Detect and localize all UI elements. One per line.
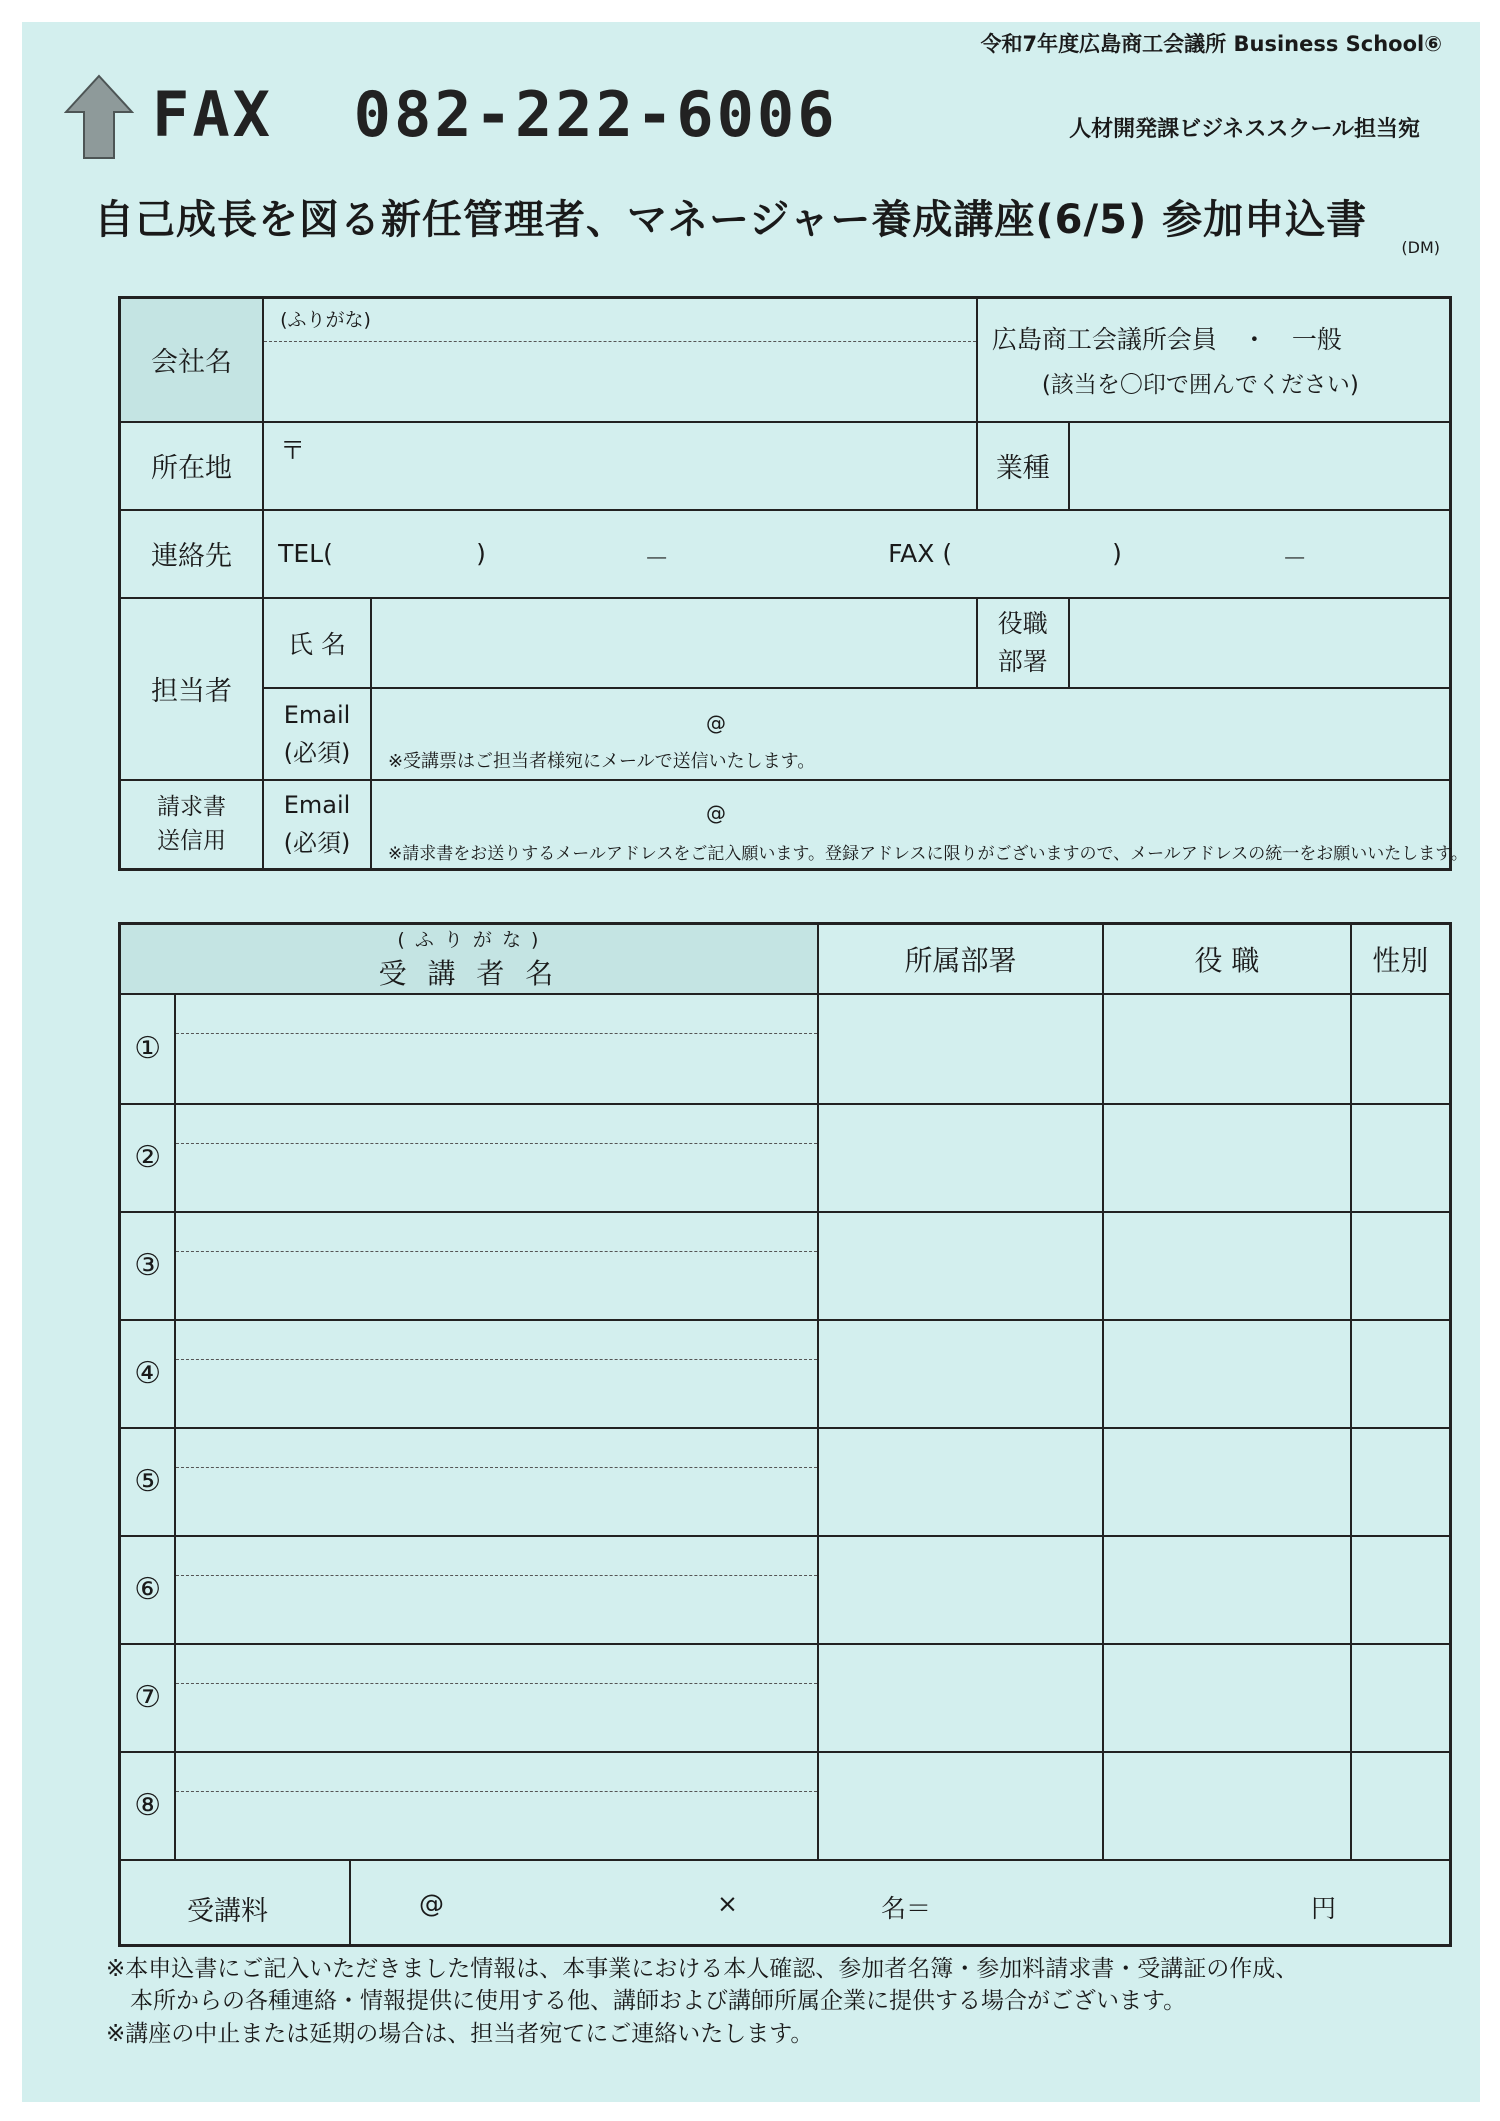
attendee-position-field[interactable] [1103, 1320, 1350, 1428]
attendee-furigana: ( ふ り が な ) [397, 929, 541, 952]
position-label-cell [977, 598, 1069, 688]
required-label: (必須) [283, 738, 351, 767]
person-email-note: ※受講票はご担当者様宛にメールで送信いたします。 [387, 750, 816, 772]
fee-people[interactable]: 名＝ [881, 1893, 932, 1923]
billing-label-2: 送信用 [157, 828, 227, 855]
furigana-divider [176, 1251, 816, 1252]
attendee-dept-field[interactable] [818, 1428, 1103, 1536]
attendee-gender-field[interactable] [1351, 1644, 1451, 1752]
company-name-field[interactable] [263, 298, 977, 422]
billing-email-label: Email [283, 791, 351, 820]
attendee-position-field[interactable] [1103, 1428, 1350, 1536]
attendee-dept-field[interactable] [818, 1644, 1103, 1752]
address-label: 所在地 [120, 422, 264, 510]
attendee-row [120, 1428, 1451, 1536]
attendee-gender-field[interactable] [1351, 994, 1451, 1104]
address-field[interactable] [263, 422, 977, 510]
attendee-position-field[interactable] [1103, 1644, 1350, 1752]
attendee-row [120, 994, 1451, 1104]
fax-label: FAX ( [888, 538, 953, 568]
attendee-dept-field[interactable] [818, 1536, 1103, 1644]
attendee-position-field[interactable] [1103, 1212, 1350, 1320]
tel-close: ) [476, 538, 486, 568]
furigana-divider [176, 1467, 816, 1468]
attendee-gender-field[interactable] [1351, 1536, 1451, 1644]
tel-dash: － [644, 543, 670, 573]
footer-note-3: ※講座の中止または延期の場合は、担当者宛てにご連絡いたします。 [106, 2021, 814, 2047]
position-header: 役 職 [1103, 924, 1350, 994]
attendee-row [120, 1104, 1451, 1212]
attendee-position-field[interactable] [1103, 1536, 1350, 1644]
attendee-gender-field[interactable] [1351, 1428, 1451, 1536]
fee-yen[interactable]: 円 [1311, 1893, 1337, 1923]
person-name-field[interactable] [371, 598, 977, 688]
attendee-gender-field[interactable] [1351, 1212, 1451, 1320]
attendee-row [120, 1212, 1451, 1320]
recipient-dept: 人材開発課ビジネススクール担当宛 [1069, 117, 1420, 142]
attendee-dept-field[interactable] [818, 1320, 1103, 1428]
page-title: 自己成長を図る新任管理者、マネージャー養成講座(6/5) 参加申込書 [94, 197, 1368, 243]
attendee-dept-field[interactable] [818, 1104, 1103, 1212]
attendee-name-field[interactable] [175, 1320, 817, 1428]
billing-email-label-cell [263, 780, 371, 870]
billing-required-label: (必須) [283, 829, 351, 858]
furigana-divider [176, 1033, 816, 1034]
attendee-row [120, 1536, 1451, 1644]
tel-label: TEL( [278, 538, 333, 568]
contact-field[interactable] [263, 510, 1450, 598]
billing-label-cell [120, 780, 264, 870]
attendee-dept-field[interactable] [818, 994, 1103, 1104]
row-number: ② [120, 1104, 176, 1212]
fee-row [120, 1860, 1451, 1946]
person-email-field[interactable] [371, 688, 1451, 780]
row-number: ① [120, 994, 176, 1104]
attendee-position-field[interactable] [1103, 1104, 1350, 1212]
row-number: ③ [120, 1212, 176, 1320]
position-label: 役職 [997, 608, 1048, 638]
furigana-divider [176, 1143, 816, 1144]
membership-cell[interactable] [977, 298, 1451, 422]
fee-at[interactable]: @ [419, 1888, 444, 1918]
row-number: ⑤ [120, 1428, 176, 1536]
person-label: 担当者 [120, 598, 264, 780]
attendee-position-field[interactable] [1103, 1752, 1350, 1860]
footer-note-1: ※本申込書にご記入いただきました情報は、本事業における本人確認、参加者名簿・参加料請求書・受講証の作成、 [106, 1956, 1299, 1982]
attendee-gender-field[interactable] [1351, 1104, 1451, 1212]
email-label-cell [263, 688, 371, 780]
dm-mark: (DM) [1401, 238, 1440, 257]
furigana-divider [264, 341, 976, 342]
row-number: ⑧ [120, 1752, 176, 1860]
furigana-divider [176, 1575, 816, 1576]
membership-note: (該当を〇印で囲んでください) [1041, 372, 1359, 399]
fee-label: 受講料 [187, 1895, 268, 1927]
billing-at-mark: @ [705, 800, 726, 825]
attendee-name-header [120, 924, 818, 994]
footer-note-2: 本所からの各種連絡・情報提供に使用する他、講師および講師所属企業に提供する場合がございます。 [130, 1988, 1187, 2014]
fee-times[interactable]: × [717, 1888, 738, 1918]
attendee-row [120, 1752, 1451, 1860]
attendee-name-field[interactable] [175, 1644, 817, 1752]
furigana-divider [176, 1791, 816, 1792]
attendee-table [118, 922, 1452, 1947]
attendee-gender-field[interactable] [1351, 1320, 1451, 1428]
company-label: 会社名 [120, 298, 264, 422]
attendee-dept-field[interactable] [818, 1752, 1103, 1860]
billing-email-field[interactable] [371, 780, 1468, 870]
at-mark: @ [705, 710, 726, 735]
attendee-name-field[interactable] [175, 1536, 817, 1644]
attendee-name-field[interactable] [175, 1104, 817, 1212]
billing-label-1: 請求書 [157, 794, 227, 821]
row-number: ⑦ [120, 1644, 176, 1752]
postal-mark: 〒 [280, 435, 306, 465]
school-label: 令和7年度広島商工会議所 Business School⑥ [980, 32, 1442, 56]
furigana-divider [176, 1359, 816, 1360]
attendee-dept-field[interactable] [818, 1212, 1103, 1320]
email-label: Email [283, 700, 351, 729]
fax-dash: － [1282, 543, 1308, 573]
gender-header: 性別 [1351, 924, 1451, 994]
fax-number: FAX 082-222-6006 [152, 78, 838, 151]
department-label: 部署 [997, 646, 1048, 676]
attendee-name-field[interactable] [175, 1212, 817, 1320]
furigana-divider [176, 1683, 816, 1684]
attendee-row [120, 1320, 1451, 1428]
billing-note: ※請求書をお送りするメールアドレスをご記入願います。登録アドレスに限りがございますので、メールアドレスの統一をお願いいたします。 [387, 843, 1468, 864]
attendee-name-field[interactable] [175, 1752, 817, 1860]
dept-header: 所属部署 [818, 924, 1103, 994]
fax-close: ) [1112, 538, 1122, 568]
contact-label: 連絡先 [120, 510, 264, 598]
attendee-name-field[interactable] [175, 1428, 817, 1536]
industry-field[interactable] [1069, 422, 1451, 510]
attendee-position-field[interactable] [1103, 994, 1350, 1104]
industry-label: 業種 [977, 422, 1069, 510]
furigana-label: (ふりがな) [280, 309, 371, 331]
row-number: ④ [120, 1320, 176, 1428]
position-field[interactable] [1069, 598, 1451, 688]
up-arrow-icon [64, 72, 134, 162]
attendee-gender-field[interactable] [1351, 1752, 1451, 1860]
company-info-table [118, 296, 1468, 871]
membership-options[interactable]: 広島商工会議所会員 ・ 一般 [991, 325, 1342, 355]
attendee-row [120, 1644, 1451, 1752]
row-number: ⑥ [120, 1536, 176, 1644]
attendee-name-label: 受 講 者 名 [378, 957, 560, 991]
attendee-name-field[interactable] [175, 994, 817, 1104]
person-name-label: 氏 名 [263, 598, 371, 688]
